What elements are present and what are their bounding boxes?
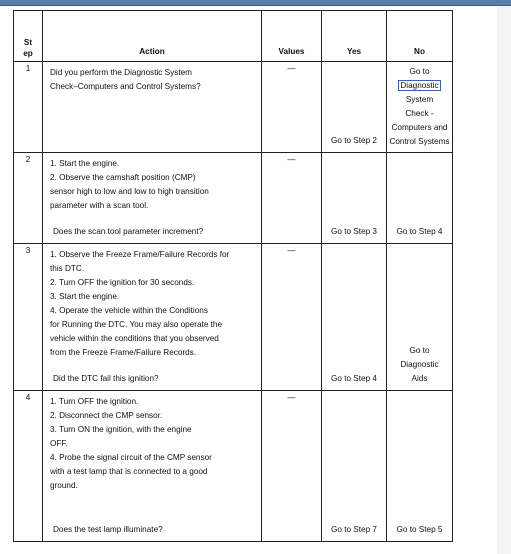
action-question: Does the scan tool parameter increment? xyxy=(53,227,204,236)
action-line: 1. Turn OFF the ignition. xyxy=(50,397,139,406)
action-question: Does the test lamp illuminate? xyxy=(53,525,163,534)
table-row xyxy=(14,244,453,391)
yes-go-to-step-link[interactable]: Go to Step 2 xyxy=(331,136,377,145)
yes-go-to-step-link[interactable]: Go to Step 4 xyxy=(331,374,377,383)
header-values: Values xyxy=(262,11,322,62)
no-cell xyxy=(387,391,453,542)
no-line: System xyxy=(405,95,434,104)
action-line: Did you perform the Diagnostic System xyxy=(50,68,192,77)
no-go-to-step-link[interactable]: Go to Step 5 xyxy=(396,525,443,534)
action-question: Did the DTC fail this ignition? xyxy=(53,374,159,383)
step-number: 4 xyxy=(14,391,43,542)
action-line: from the Freeze Frame/Failure Records. xyxy=(50,348,197,357)
yes-cell xyxy=(322,244,387,391)
action-line: 1. Observe the Freeze Frame/Failure Records for xyxy=(50,250,230,259)
header-action: Action xyxy=(43,11,262,62)
diagnostic-system-check-link[interactable]: Diagnostic xyxy=(400,81,439,90)
yes-cell xyxy=(322,391,387,542)
header-row xyxy=(14,11,453,62)
action-cell xyxy=(43,391,262,542)
no-go-to-step-link[interactable]: Go to Step 4 xyxy=(396,227,443,236)
action-line: 3. Start the engine. xyxy=(50,292,120,301)
yes-go-to-step-link[interactable]: Go to Step 3 xyxy=(331,227,377,236)
action-line: 3. Turn ON the ignition, with the engine xyxy=(50,425,192,434)
action-line: parameter with a scan tool. xyxy=(50,201,149,210)
action-line: 2. Turn OFF the ignition for 30 seconds. xyxy=(50,278,195,287)
action-line: Check–Computers and Control Systems? xyxy=(50,82,201,91)
no-line: Control Systems xyxy=(389,137,450,146)
diagnostic-steps-table xyxy=(13,10,453,542)
values-cell: — xyxy=(262,153,322,244)
action-line: 1. Start the engine. xyxy=(50,159,120,168)
action-line: 4. Operate the vehicle within the Conditions xyxy=(50,306,208,315)
no-line: Computers and xyxy=(391,123,448,132)
values-cell: — xyxy=(262,391,322,542)
window-top-bar xyxy=(0,0,511,6)
action-line: ground. xyxy=(50,481,78,490)
no-line: Check - xyxy=(405,109,434,118)
yes-cell xyxy=(322,153,387,244)
action-line: OFF. xyxy=(50,439,68,448)
values-cell: — xyxy=(262,244,322,391)
step-number: 1 xyxy=(14,62,43,153)
action-cell xyxy=(43,153,262,244)
header-yes: Yes xyxy=(322,11,387,62)
header-step-label: St ep xyxy=(23,38,33,58)
action-line: 4. Probe the signal circuit of the CMP sensor xyxy=(50,453,212,462)
header-no: No xyxy=(387,11,453,62)
action-cell xyxy=(43,62,262,153)
no-line: Aids xyxy=(411,374,428,383)
diagnostic-aids-link[interactable]: Diagnostic xyxy=(400,360,439,369)
action-line: 2. Disconnect the CMP sensor. xyxy=(50,411,163,420)
values-cell: — xyxy=(262,62,322,153)
no-line: Go to xyxy=(409,67,430,76)
action-line: this DTC. xyxy=(50,264,85,273)
action-line: for Running the DTC. You may also operate the xyxy=(50,320,223,329)
action-line: sensor high to low and low to high transition xyxy=(50,187,209,196)
step-number: 3 xyxy=(14,244,43,391)
step-number: 2 xyxy=(14,153,43,244)
table-row xyxy=(14,153,453,244)
action-line: with a test lamp that is connected to a good xyxy=(50,467,208,476)
no-cell xyxy=(387,62,453,153)
action-cell xyxy=(43,244,262,391)
yes-cell xyxy=(322,62,387,153)
table-row xyxy=(14,62,453,153)
no-cell xyxy=(387,153,453,244)
action-line: 2. Observe the camshaft position (CMP) xyxy=(50,173,196,182)
no-line: Go to xyxy=(409,346,430,355)
no-cell xyxy=(387,244,453,391)
table-row xyxy=(14,391,453,542)
header-step xyxy=(14,11,43,62)
yes-go-to-step-link[interactable]: Go to Step 7 xyxy=(331,525,377,534)
page-margin xyxy=(497,6,511,554)
action-line: vehicle within the conditions that you observed xyxy=(50,334,219,343)
